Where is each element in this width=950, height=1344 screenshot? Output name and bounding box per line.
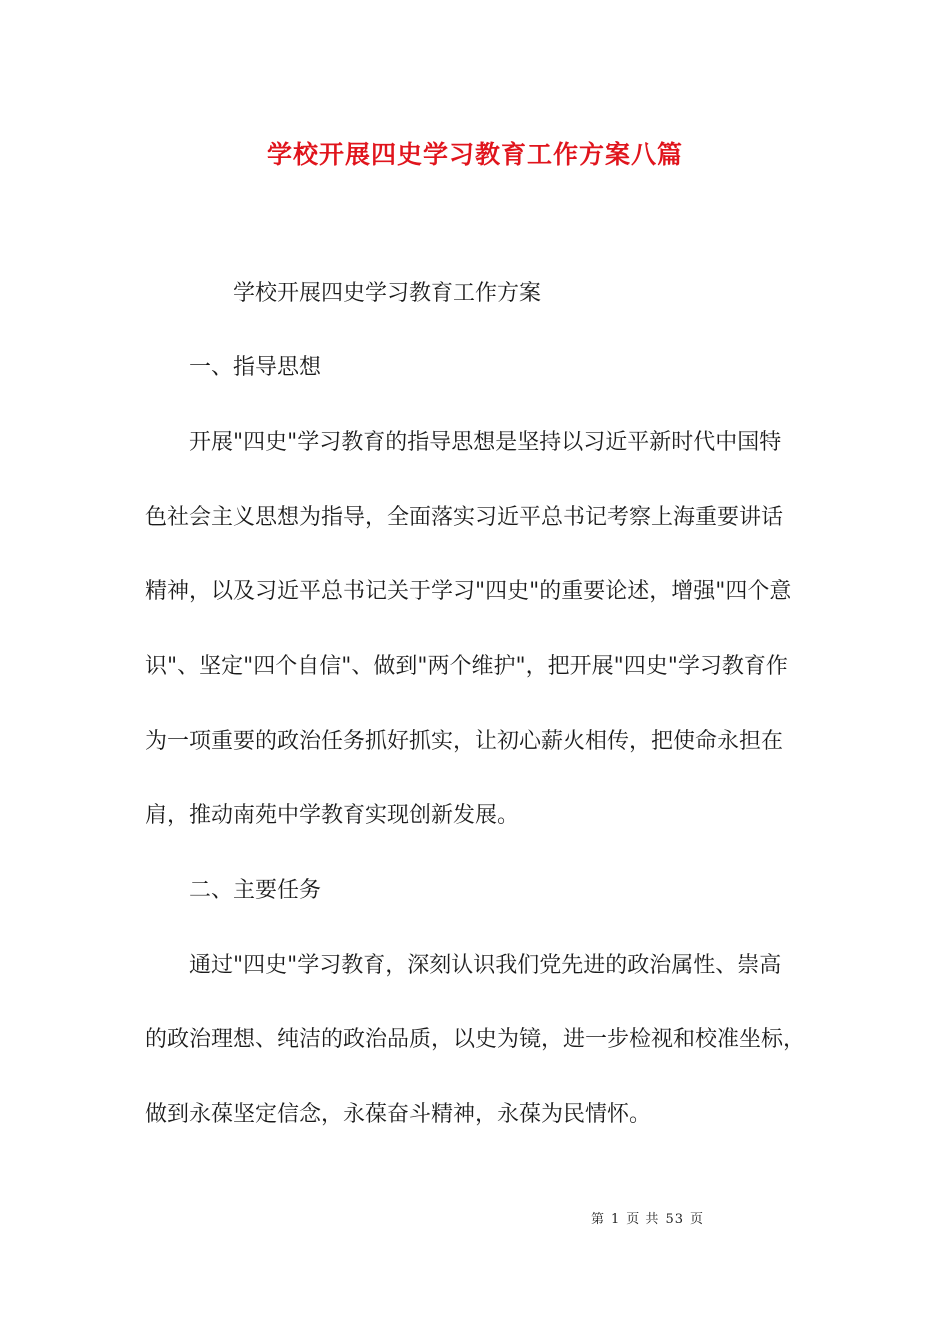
footer-total-pages: 53	[665, 1212, 684, 1227]
paragraph-line: 识"、坚定"四个自信"、做到"两个维护"，把开展"四史"学习教育作	[145, 654, 788, 679]
page-footer	[591, 1208, 710, 1227]
footer-prefix: 第	[591, 1212, 606, 1227]
paragraph-line: 做到永葆坚定信念，永葆奋斗精神，永葆为民情怀。	[145, 1102, 652, 1127]
paragraph-line: 精神，以及习近平总书记关于学习"四史"的重要论述，增强"四个意	[145, 579, 792, 604]
paragraph-line: 为一项重要的政治任务抓好抓实，让初心薪火相传，把使命永担在	[145, 729, 784, 754]
paragraph-line: 开展"四史"学习教育的指导思想是坚持以习近平新时代中国特	[189, 430, 782, 455]
paragraph-line: 肩，推动南苑中学教育实现创新发展。	[145, 803, 520, 828]
paragraph-line: 通过"四史"学习教育，深刻认识我们党先进的政治属性、崇高	[189, 953, 782, 978]
section-heading-main-tasks: 二、主要任务	[189, 878, 322, 903]
paragraph-line: 色社会主义思想为指导，全面落实习近平总书记考察上海重要讲话	[145, 505, 784, 530]
section-subtitle: 学校开展四史学习教育工作方案	[233, 281, 542, 306]
footer-page-number: 1	[611, 1212, 621, 1227]
section-heading-guiding-ideology: 一、指导思想	[189, 355, 322, 380]
paragraph-line: 的政治理想、纯洁的政治品质，以史为镜，进一步检视和校准坐标，	[145, 1027, 806, 1052]
footer-middle: 页 共	[626, 1212, 660, 1227]
footer-suffix: 页	[689, 1212, 704, 1227]
document-title: 学校开展四史学习教育工作方案八篇	[266, 140, 683, 169]
